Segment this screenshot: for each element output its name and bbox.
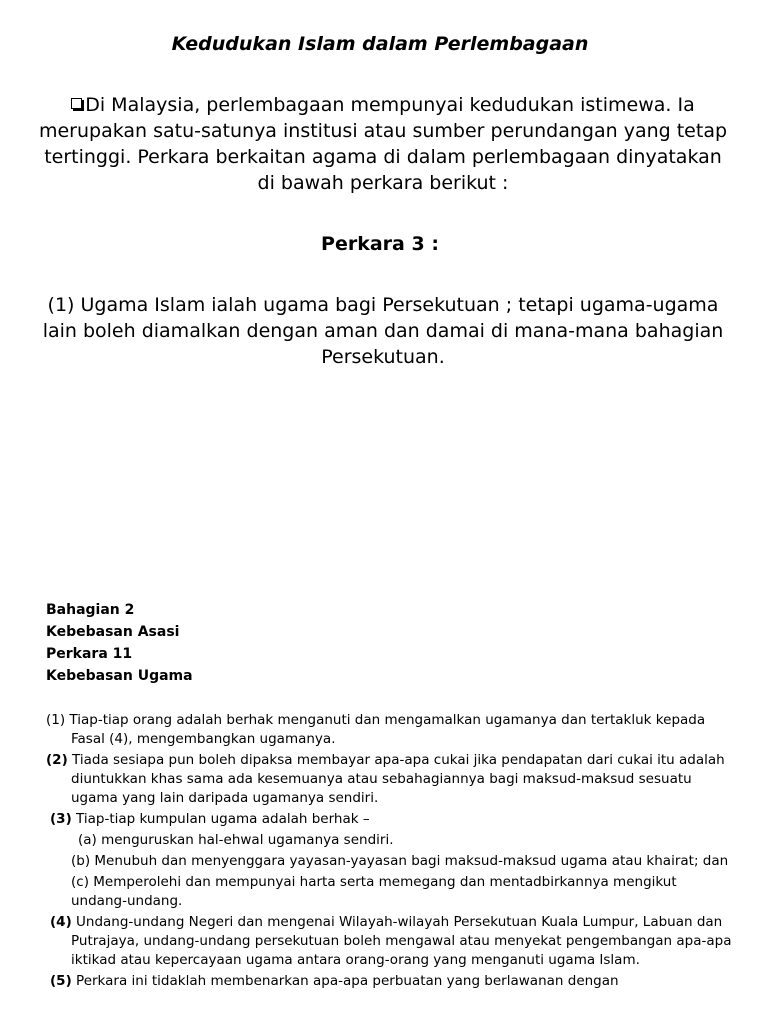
clause-number: (5): [50, 973, 72, 989]
clause-text: Tiap-tiap kumpulan ugama adalah berhak –: [76, 811, 370, 827]
clause-text: Tiada sesiapa pun boleh dipaksa membayar apa-apa cukai jika pendapatan dari cukai itu adalah diuntukkan khas sama ada kesemuanya atau sebahagiannya bagi maksud-maksud sesuatu ugama yang lain daripada ugamanya sendiri.: [71, 752, 725, 806]
article-number: Perkara 11: [46, 646, 133, 662]
clause-3-sub-a: (a) menguruskan hal-ehwal ugamanya sendiri.: [78, 832, 394, 848]
document-title: Kedudukan Islam dalam Perlembagaan: [171, 33, 589, 55]
clause-number: (3): [50, 811, 72, 827]
section-heading: [46, 599, 193, 687]
clause-3-sub-c: (c) Memperolehi dan mempunyai harta serta memegang dan mentadbirkannya mengikut undang-undang.: [71, 874, 677, 909]
article-title: Kebebasan Ugama: [46, 668, 193, 684]
clause-1: [46, 711, 736, 749]
clause-list: [46, 711, 736, 993]
article-heading: Perkara 3 :: [321, 233, 439, 255]
article-3-clause-1: (1) Ugama Islam ialah ugama bagi Persekutuan ; tetapi ugama-ugama lain boleh diamalkan dengan aman dan damai di mana-mana bahagian Persekutuan.: [42, 294, 724, 368]
clause-2: [46, 751, 736, 808]
clause-number: (2): [46, 752, 68, 768]
checkbox-icon: [71, 98, 82, 109]
clause-number: (4): [50, 914, 72, 930]
part-number: Bahagian 2: [46, 602, 135, 618]
clause-3-sub-b: (b) Menubuh dan menyenggara yayasan-yayasan bagi maksud-maksud ugama atau khairat; dan: [71, 853, 729, 869]
clause-number: (1): [46, 712, 66, 728]
intro-text: Di Malaysia, perlembagaan mempunyai kedudukan istimewa. Ia merupakan satu-satunya institusi atau sumber perundangan yang tetap tertinggi. Perkara berkaitan agama di dalam perlembagaan dinyatakan di bawah perkara berikut :: [38, 94, 728, 194]
part-title: Kebebasan Asasi: [46, 624, 180, 640]
clause-3: [46, 810, 736, 829]
intro-paragraph: [38, 92, 728, 196]
clause-text: Tiap-tiap orang adalah berhak menganuti dan mengamalkan ugamanya dan tertakluk kepada Fasal (4), mengembangkan ugamanya.: [69, 712, 706, 747]
clause-text: Undang-undang Negeri dan mengenai Wilayah-wilayah Persekutuan Kuala Lumpur, Labuan dan Putrajaya, undang-undang persekutuan boleh mengawal atau menyekat pengembangan apa-apa iktikad atau kepercayaan ugama antara orang-orang yang menganuti ugama Islam.: [71, 914, 732, 968]
clause-5: [46, 972, 736, 991]
clause-4: [46, 913, 736, 970]
clause-text: Perkara ini tidaklah membenarkan apa-apa perbuatan yang berlawanan dengan: [76, 973, 619, 989]
